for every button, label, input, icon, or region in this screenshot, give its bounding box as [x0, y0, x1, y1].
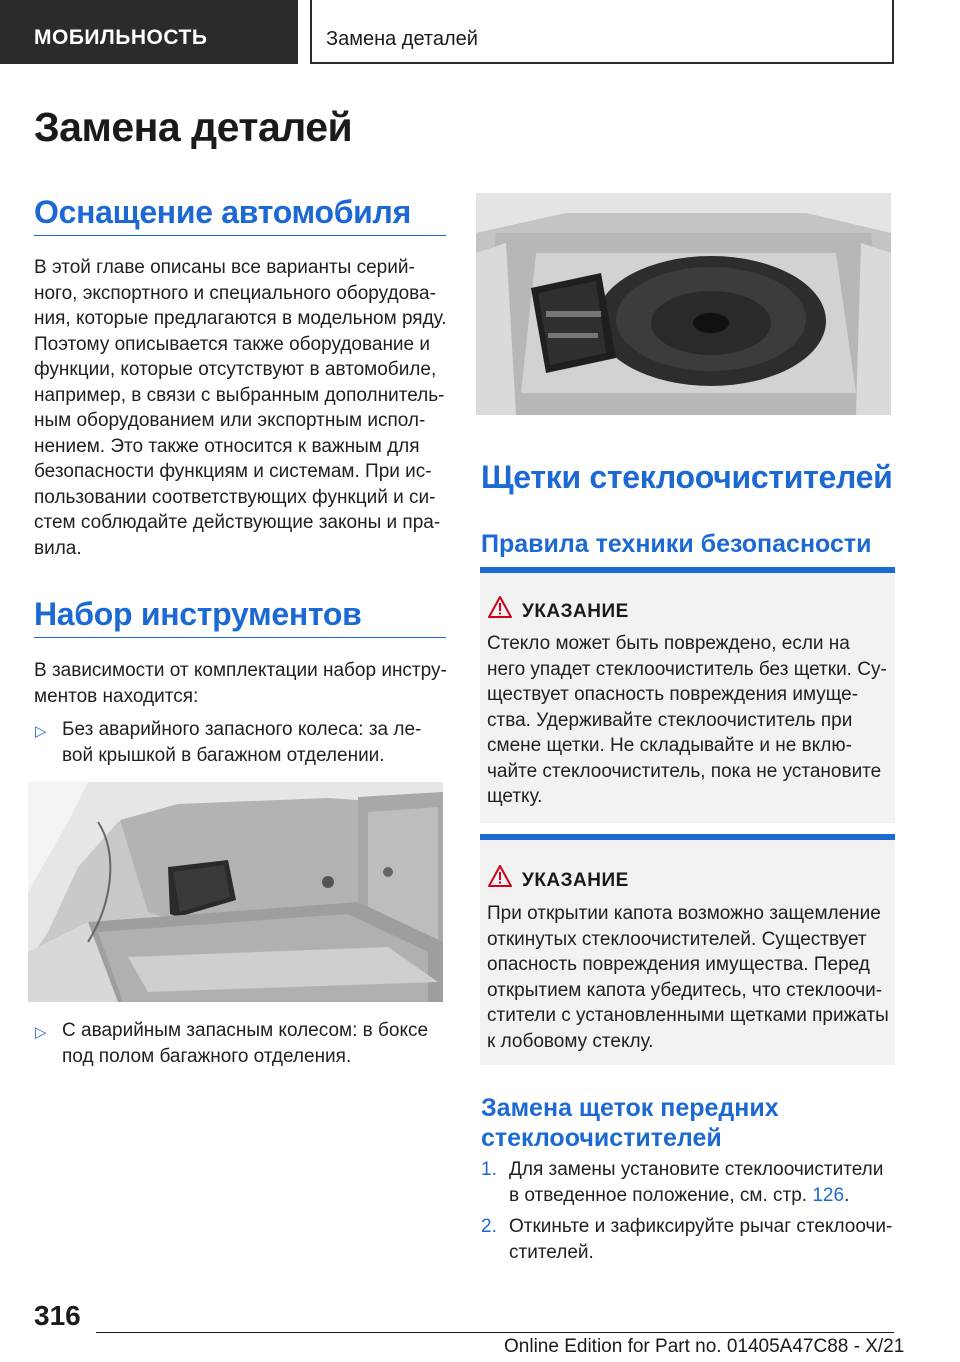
page-number: 316 [34, 1300, 81, 1331]
text-line: Для замены установите стеклоочистители [509, 1159, 884, 1180]
text-line: откинутых стеклоочистителей. Существует [487, 928, 867, 950]
text-line: нением. Это также относится к важным для [34, 435, 420, 457]
text-line: например, в связи с выбранным дополнитель- [34, 384, 445, 406]
section-tab [0, 0, 298, 64]
triangle-right-icon: ▷ [35, 1024, 47, 1041]
text-line: безопасности функциям и системам. При ис- [34, 461, 432, 482]
step-item [509, 1157, 899, 1208]
text-line: открытием капота убедитесь, что стеклоочи- [487, 979, 883, 1001]
text-line: ществует опасность повреждения имуще- [487, 684, 859, 705]
text-line: При открытии капота возможно защемление [487, 903, 881, 924]
text-line [509, 1183, 899, 1209]
heading-toolkit: Набор инструментов [34, 596, 362, 632]
text-line: пользовании соответствующих функций и си- [34, 486, 436, 508]
note-text [487, 631, 892, 810]
heading-rule [34, 637, 446, 638]
warning-note [480, 567, 895, 823]
note-heading: УКАЗАНИЕ [522, 870, 629, 891]
text-line: него упадет стеклоочиститель без щетки. Су- [487, 658, 887, 680]
heading-safety-rules: Правила техники безопасности [481, 530, 872, 558]
text-span: . [844, 1184, 850, 1206]
text-line: под полом багажного отделения. [62, 1045, 352, 1067]
page-link[interactable]: 126 [812, 1184, 845, 1206]
heading-line: Замена щеток передних [481, 1094, 779, 1122]
bullet-item [62, 717, 452, 768]
warning-note [480, 834, 895, 1065]
text-line: Поэтому описывается также оборудование и [34, 333, 431, 355]
toolkit-intro [34, 658, 454, 709]
step-number: 1. [481, 1159, 497, 1180]
page-title: Замена деталей [34, 104, 353, 150]
note-text [487, 901, 892, 1054]
text-line: чайте стеклоочиститель, пока не установите [487, 760, 882, 782]
text-line: Откиньте и зафиксируйте рычаг стеклоочи- [509, 1216, 893, 1237]
text-line: ного, экспортного и специального оборудова- [34, 282, 436, 304]
spare-wheel-box-image [476, 193, 891, 415]
trunk-side-panel-image [28, 782, 443, 1002]
heading-front-wipers [481, 1093, 779, 1153]
note-heading: УКАЗАНИЕ [522, 601, 629, 622]
text-line: Без аварийного запасного колеса: за ле- [62, 719, 422, 740]
text-line: В этой главе описаны все варианты серий- [34, 257, 415, 278]
text-span: в отведенное положение, см. стр. [509, 1184, 813, 1206]
text-line: функции, которые отсутствуют в автомобиле, [34, 359, 437, 380]
text-line: стителей. [509, 1241, 594, 1263]
text-line: Стекло может быть повреждено, если на [487, 633, 850, 654]
text-line: ным оборудованием или экспортным испол- [34, 410, 426, 431]
bullet-item [62, 1018, 452, 1069]
step-item [509, 1214, 899, 1265]
step-number: 2. [481, 1216, 497, 1237]
text-line: С аварийным запасным колесом: в боксе [62, 1020, 429, 1041]
footer-edition: Online Edition for Part no. 01405A47C88 - X/21 [504, 1336, 905, 1357]
text-line: опасность повреждения имущества. Перед [487, 954, 870, 975]
triangle-right-icon: ▷ [35, 723, 47, 740]
header-title: Замена деталей [326, 28, 478, 50]
text-line: В зависимости от комплектации набор инстру- [34, 660, 447, 681]
text-line: ния, которые предлагаются в модельном ряду. [34, 308, 447, 329]
heading-line: стеклоочистителей [481, 1124, 722, 1152]
warning-triangle-icon [488, 865, 512, 892]
text-line: ства. Удерживайте стеклоочиститель при [487, 709, 853, 731]
heading-equipment: Оснащение автомобиля [34, 194, 411, 230]
heading-rule [34, 235, 446, 236]
warning-triangle-icon [488, 596, 512, 623]
text-line: стем соблюдайте действующие законы и пра- [34, 512, 441, 533]
text-line: вой крышкой в багажном отделении. [62, 744, 385, 766]
footer-rule [96, 1332, 894, 1333]
text-line: ментов находится: [34, 685, 199, 707]
text-line: вила. [34, 537, 82, 559]
equipment-paragraph [34, 255, 454, 561]
heading-wipers: Щетки стеклоочистителей [481, 459, 893, 495]
section-label: МОБИЛЬНОСТЬ [34, 26, 208, 49]
text-line: смене щетки. Не складывайте и не вклю- [487, 735, 852, 756]
text-line: стители с установленными щетками прижаты [487, 1005, 889, 1026]
text-line: к лобовому стеклу. [487, 1030, 654, 1052]
text-line: щетку. [487, 786, 543, 807]
